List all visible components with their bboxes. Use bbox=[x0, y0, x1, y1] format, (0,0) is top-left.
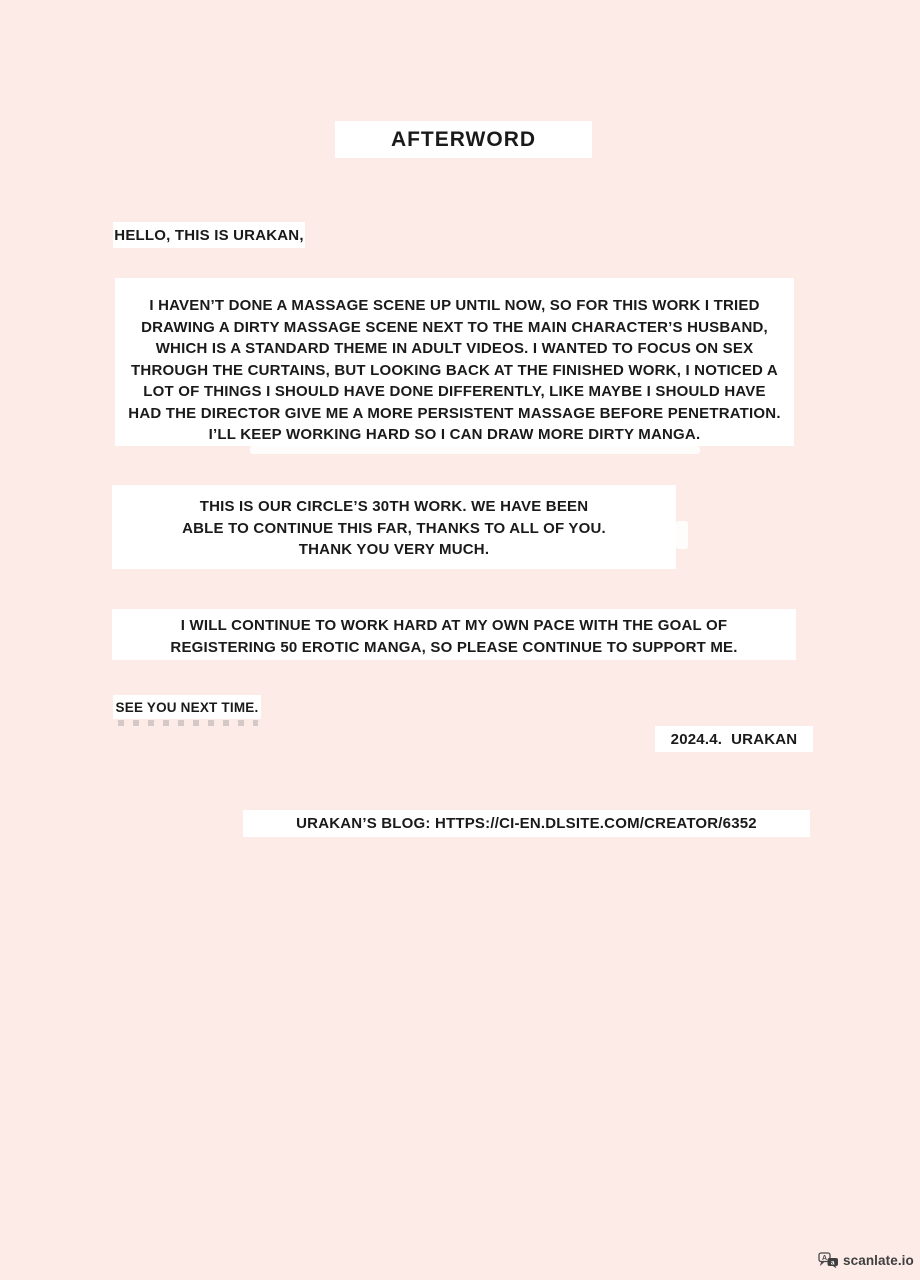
paragraph-line: I WILL CONTINUE TO WORK HARD AT MY OWN PACE WITH THE GOAL OF bbox=[180, 617, 728, 634]
svg-text:A: A bbox=[821, 1254, 828, 1262]
cleanup-artifact bbox=[676, 521, 688, 549]
paragraph-line: LOT OF THINGS I SHOULD HAVE DONE DIFFERENTLY, LIKE MAYBE I SHOULD HAVE bbox=[143, 383, 766, 400]
page-title: AFTERWORD bbox=[390, 127, 537, 151]
watermark-label: scanlate.io bbox=[843, 1252, 914, 1268]
cleanup-artifact bbox=[118, 720, 258, 726]
blog-box bbox=[243, 810, 810, 837]
closing-box bbox=[113, 695, 261, 719]
paragraph-line: DRAWING A DIRTY MASSAGE SCENE NEXT TO THE MAIN CHARACTER’S HUSBAND, bbox=[141, 318, 768, 336]
paragraph-line: HAD THE DIRECTOR GIVE ME A MORE PERSISTENT MASSAGE BEFORE PENETRATION. bbox=[128, 404, 781, 422]
paragraph-line: I HAVEN’T DONE A MASSAGE SCENE UP UNTIL NOW, SO FOR THIS WORK I TRIED bbox=[149, 297, 760, 314]
blog-url-text: URAKAN’S BLOG: HTTPS://CI-EN.DLSITE.COM/CREATOR/6352 bbox=[296, 815, 757, 832]
signature-date: 2024.4. bbox=[670, 730, 723, 748]
paragraph-line: THROUGH THE CURTAINS, BUT LOOKING BACK AT THE FINISHED WORK, I NOTICED A bbox=[131, 361, 778, 379]
paragraph-line: ABLE TO CONTINUE THIS FAR, THANKS TO ALL OF YOU. bbox=[182, 519, 606, 537]
greeting-box bbox=[113, 222, 305, 248]
paragraph-line: REGISTERING 50 EROTIC MANGA, SO PLEASE CONTINUE TO SUPPORT ME. bbox=[170, 638, 738, 656]
title-box bbox=[335, 121, 592, 158]
paragraph-line: THANK YOU VERY MUCH. bbox=[298, 541, 490, 558]
translate-speech-bubbles-icon bbox=[818, 1252, 839, 1269]
signature-name: URAKAN bbox=[731, 730, 798, 748]
svg-text:a: a bbox=[830, 1258, 835, 1266]
signature-box bbox=[655, 726, 813, 752]
circle-paragraph-box bbox=[112, 485, 676, 569]
cleanup-artifact bbox=[250, 446, 700, 454]
watermark bbox=[818, 1250, 914, 1270]
paragraph-line: I’LL KEEP WORKING HARD SO I CAN DRAW MORE DIRTY MANGA. bbox=[208, 426, 701, 443]
support-paragraph-box bbox=[112, 609, 796, 660]
closing-text: SEE YOU NEXT TIME. bbox=[115, 699, 259, 715]
greeting-text: HELLO, THIS IS URAKAN, bbox=[114, 226, 304, 244]
paragraph-line: THIS IS OUR CIRCLE’S 30TH WORK. WE HAVE BEEN bbox=[199, 498, 589, 515]
main-paragraph-box bbox=[115, 278, 794, 446]
paragraph-line: WHICH IS A STANDARD THEME IN ADULT VIDEOS. I WANTED TO FOCUS ON SEX bbox=[155, 340, 754, 357]
